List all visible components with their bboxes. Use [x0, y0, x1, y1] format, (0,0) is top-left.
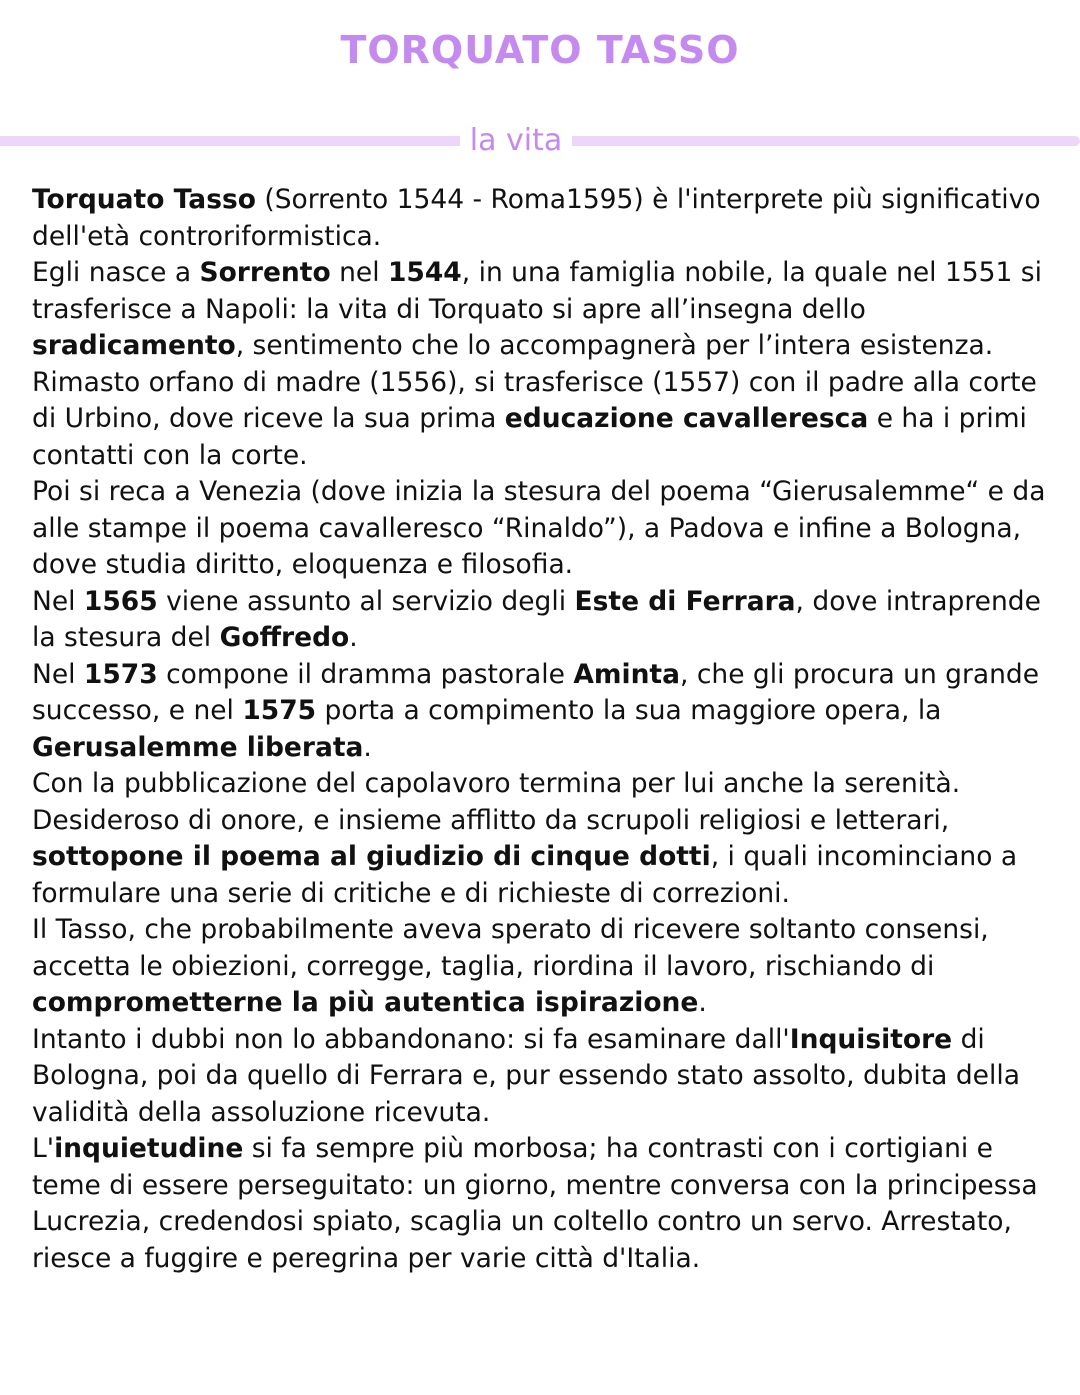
bold-text: Goffredo: [219, 622, 350, 653]
text-run: Il Tasso, che probabilmente aveva sperato di ricevere soltanto consensi, accetta le obiezioni, corregge, taglia, riordina il lavoro, rischiando di: [32, 914, 989, 982]
text-run: Intanto i dubbi non lo abbandonano: si fa esaminare dall': [32, 1023, 790, 1055]
text-run: compone il dramma pastorale: [157, 658, 574, 690]
bold-text: inquietudine: [54, 1133, 244, 1164]
text-run: , in una famiglia nobile, la quale nel 1551 si trasferisce a Napoli: la vita di Torquato si apre all’insegna dello: [32, 257, 1042, 325]
bold-text: Aminta: [573, 658, 680, 690]
text-run: L': [32, 1133, 55, 1164]
divider-line-left: [0, 136, 460, 146]
bold-text: Gerusalemme liberata: [32, 731, 364, 763]
bold-text: Este di Ferrara: [574, 585, 796, 617]
bold-text: 1544: [387, 257, 462, 288]
paragraph: [32, 255, 1062, 365]
bold-text: comprometterne la più autentica ispirazione: [32, 987, 699, 1018]
bold-text: 1573: [83, 658, 158, 690]
text-run: viene assunto al servizio degli: [157, 585, 575, 617]
paragraph: [32, 766, 1062, 912]
text-run: Nel: [32, 585, 84, 617]
text-run: Egli nasce a: [32, 257, 200, 288]
paragraph: [32, 1131, 1062, 1277]
text-run: , dove intraprende la stesura del: [32, 585, 1041, 653]
page-title: TORQUATO TASSO: [340, 28, 740, 72]
paragraph: [32, 657, 1062, 767]
bold-text: Inquisitore: [789, 1023, 953, 1055]
text-run: .: [698, 987, 707, 1018]
section-divider: [0, 122, 1080, 162]
biography-text: [32, 182, 1062, 1277]
text-run: si fa sempre più morbosa; ha contrasti con i cortigiani e teme di essere perseguitato: un giorno, mentre conversa con la principessa Lucrezia, credendosi spiato, scaglia un coltello contro un servo. Arrestato, riesce a fuggire e peregrina per varie città d'Italia.: [32, 1133, 1038, 1274]
paragraph: [32, 584, 1062, 657]
text-run: Nel: [32, 658, 84, 690]
paragraph: [32, 912, 1062, 1022]
bold-text: 1575: [242, 695, 317, 726]
bold-text: Torquato Tasso: [32, 184, 256, 215]
bold-text: educazione cavalleresca: [504, 403, 869, 434]
divider-line-right: [572, 136, 1080, 146]
paragraph: [32, 474, 1062, 584]
paragraph: [32, 182, 1062, 255]
paragraph: [32, 1022, 1062, 1132]
text-run: .: [363, 731, 372, 763]
text-run: porta a compimento la sua maggiore opera, la: [316, 695, 942, 726]
text-run: Poi si reca a Venezia (dove inizia la stesura del poema “Gierusalemme“ e da alle stampe il poema cavalleresco “Rinaldo”), a Padova e infine a Bologna, dove studia diritto, eloquenza e filosofia.: [32, 476, 1046, 580]
text-run: Con la pubblicazione del capolavoro termina per lui anche la serenità. Desideroso di onore, e insieme afflitto da scrupoli religiosi e letterari,: [32, 768, 961, 836]
text-run: , sentimento che lo accompagnerà per l’intera esistenza.: [235, 330, 994, 361]
text-run: , che gli procura un grande successo, e nel: [32, 658, 1040, 726]
text-run: .: [349, 622, 358, 653]
text-run: (Sorrento 1544 - Roma1595) è l'interprete più significativo dell'età controriformistica.: [32, 184, 1041, 252]
bold-text: 1565: [83, 585, 158, 617]
bold-text: sottopone il poema al giudizio di cinque dotti: [32, 841, 711, 872]
text-run: Rimasto orfano di madre (1556), si trasferisce (1557) con il padre alla corte di Urbino, dove riceve la sua prima: [32, 366, 1037, 434]
section-heading: la vita: [469, 123, 563, 158]
paragraph: [32, 365, 1062, 475]
text-run: , i quali incominciano a formulare una serie di critiche e di richieste di correzioni.: [32, 841, 1018, 909]
text-run: nel: [330, 257, 388, 288]
text-run: e ha i primi contatti con la corte.: [32, 403, 1027, 471]
bold-text: Sorrento: [199, 257, 331, 288]
text-run: di Bologna, poi da quello di Ferrara e, pur essendo stato assolto, dubita della validità della assoluzione ricevuta.: [32, 1023, 1020, 1128]
bold-text: sradicamento: [32, 330, 236, 361]
